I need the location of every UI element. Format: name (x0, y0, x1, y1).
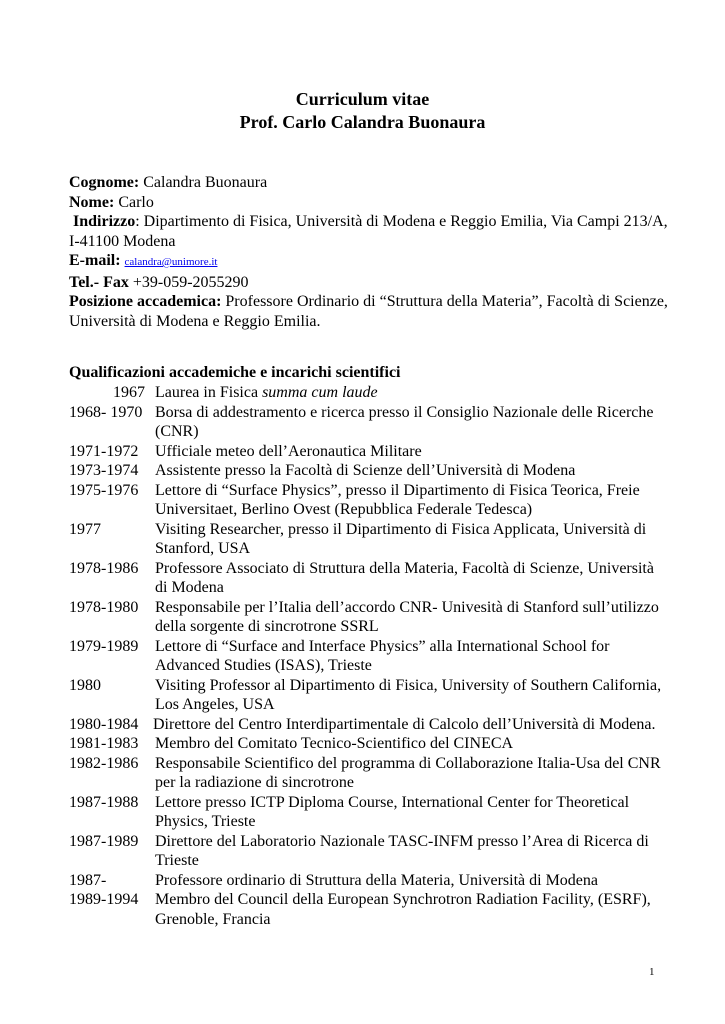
email-line (69, 251, 669, 273)
item-text: Membro del Comitato Tecnico-Scientifico del CINECA (155, 735, 514, 752)
item-year: 1981-1983 (69, 735, 139, 752)
item-year: 1987-1988 (69, 793, 139, 811)
telfax-label: Tel.- Fax (69, 273, 129, 291)
item-year: 1989-1994 (69, 891, 139, 908)
item-year: 1967 (113, 384, 145, 401)
item-year: 1980-1984 (69, 715, 139, 733)
list-item (69, 676, 669, 715)
list-item (69, 754, 669, 793)
telfax-value: +39-059-2055290 (128, 273, 249, 291)
qualifications-heading: Qualificazioni accademiche e incarichi scientifici (69, 364, 401, 381)
item-text: Lettore presso ICTP Diploma Course, International Center for Theoretical Physics, Trieste (155, 793, 630, 830)
list-item (69, 793, 669, 832)
firstname-value: Carlo (114, 193, 154, 211)
item-year: 1978-1980 (69, 598, 139, 616)
list-item (69, 461, 669, 481)
list-item (69, 403, 669, 442)
item-year: 1987- (69, 871, 107, 889)
item-year: 1968- 1970 (69, 403, 143, 421)
list-item (69, 715, 669, 735)
item-text-italic: summa cum laude (262, 384, 378, 401)
item-text: Membro del Council della European Synchrotron Radiation Facility, (ESRF), Grenoble, Francia (155, 891, 651, 928)
item-text: Assistente presso la Facoltà di Scienze dell’Università di Modena (155, 462, 576, 479)
item-text: Visiting Researcher, presso il Dipartimento di Fisica Applicata, Università di Stanford, USA (155, 520, 647, 557)
item-text: Direttore del Centro Interdipartimentale di Calcolo dell’Università di Modena. (153, 715, 656, 733)
item-year: 1973-1974 (69, 462, 139, 479)
firstname-label: Nome: (69, 193, 115, 211)
address-value: : Dipartimento di Fisica, Università di Modena e Reggio Emilia, Via Campi 213/A, I-41100 Modena (69, 213, 668, 250)
qualifications-list (69, 383, 669, 929)
email-label: E-mail: (69, 252, 121, 269)
item-text: Lettore di “Surface Physics”, presso il Dipartimento di Fisica Teorica, Freie Universitaet, Berlino Ovest (Repubblica Federale Tedesca) (155, 481, 640, 518)
item-text (155, 383, 669, 403)
item-text: Professore Associato di Struttura della Materia, Facoltà di Scienze, Università di Modena (155, 559, 654, 596)
list-item (69, 383, 669, 403)
cv-name-title: Prof. Carlo Calandra Buonaura (239, 112, 486, 132)
firstname-line (69, 193, 669, 213)
position-label: Posizione accademica: (69, 293, 222, 310)
item-text: Ufficiale meteo dell’Aeronautica Militare (155, 442, 422, 460)
item-text: Direttore del Laboratorio Nazionale TASC-INFM presso l’Area di Ricerca di Trieste (155, 832, 649, 869)
list-item (69, 559, 669, 598)
list-item (69, 442, 669, 462)
list-item (69, 598, 669, 637)
item-year: 1975-1976 (69, 481, 139, 499)
item-text-plain: Laurea in Fisica (155, 384, 263, 401)
item-year: 1980 (69, 676, 101, 694)
item-year: 1982-1986 (69, 754, 139, 772)
cv-title: Curriculum vitae (295, 89, 430, 109)
list-item (69, 734, 669, 754)
surname-value: Calandra Buonaura (139, 174, 268, 191)
item-year: 1978-1986 (69, 559, 139, 577)
personal-info (69, 173, 669, 331)
item-year: 1977 (69, 520, 101, 538)
list-item (69, 637, 669, 676)
address-line (69, 212, 669, 251)
position-line (69, 292, 669, 331)
item-text: Visiting Professor al Dipartimento di Fisica, University of Southern California, Los Angeles, USA (155, 676, 662, 713)
item-text: Responsabile Scientifico del programma di Collaborazione Italia-Usa del CNR per la radiazione di sincrotrone (155, 754, 661, 791)
address-label: Indirizzo (73, 213, 136, 230)
surname-line (69, 173, 669, 193)
item-year: 1987-1989 (69, 832, 139, 850)
list-item (69, 481, 669, 520)
item-text: Lettore di “Surface and Interface Physics” alla International School for Advanced Studies (ISAS), Trieste (155, 637, 610, 674)
item-year: 1971-1972 (69, 442, 139, 460)
item-text: Professore ordinario di Struttura della Materia, Università di Modena (155, 871, 598, 889)
list-item (69, 890, 669, 929)
list-item (69, 520, 669, 559)
telfax-line (69, 273, 669, 293)
email-link[interactable]: calandra@unimore.it (124, 256, 218, 268)
item-year: 1979-1989 (69, 637, 139, 655)
surname-label: Cognome: (69, 174, 140, 191)
item-text: Borsa di addestramento e ricerca presso il Consiglio Nazionale delle Ricerche (CNR) (155, 403, 654, 440)
item-text: Responsabile per l’Italia dell’accordo CNR- Univesità di Stanford sull’utilizzo della sorgente di sincrotrone SSRL (155, 598, 659, 635)
position-value: Professore Ordinario di “Struttura della Materia”, Facoltà di Scienze, Università di Modena e Reggio Emilia. (69, 293, 668, 330)
list-item (69, 871, 669, 891)
list-item (69, 832, 669, 871)
page-number: 1 (649, 966, 655, 978)
